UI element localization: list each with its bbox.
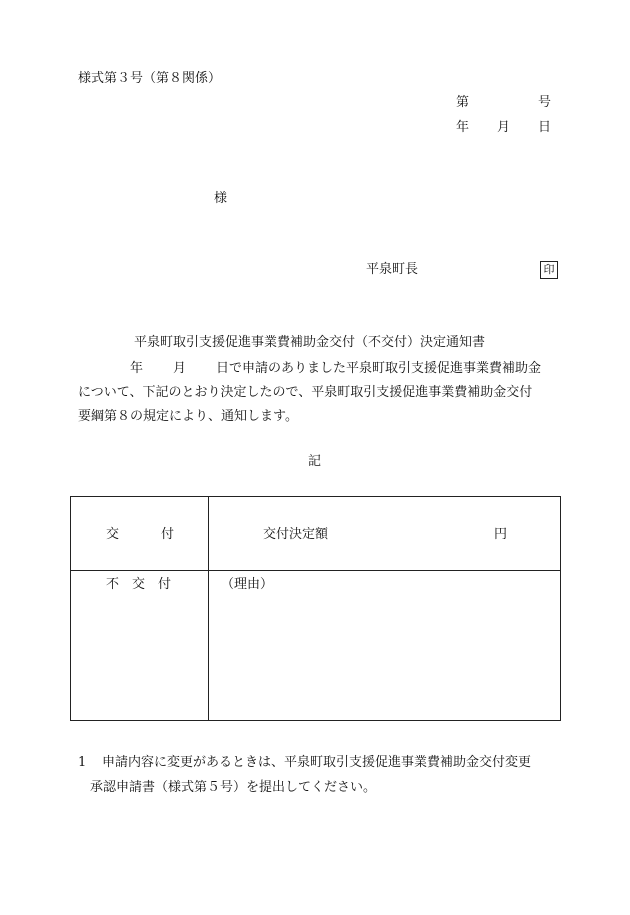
- row-grant-label-b: 付: [161, 527, 175, 542]
- note-item: [78, 750, 568, 800]
- addressee-honorific: 様: [214, 191, 228, 206]
- document-number-prefix: 第: [456, 95, 470, 110]
- body-month: 月: [173, 361, 187, 376]
- row-grant-label: [106, 528, 174, 541]
- body-text-second: について、下記のとおり決定したので、平泉町取引支援促進事業費補助金交付: [78, 385, 533, 400]
- date-day: 日: [538, 120, 552, 135]
- issuer-name: 平泉町長: [366, 262, 419, 277]
- table-divider-horizontal: [71, 570, 560, 571]
- body-year: 年: [130, 361, 144, 376]
- row-nongrant-label-a: 不: [106, 577, 120, 592]
- row-nongrant-label: [106, 578, 171, 591]
- currency-yen: 円: [494, 527, 508, 542]
- body-text-third: 要綱第８の規定により、通知します。: [78, 409, 298, 424]
- date-year: 年: [456, 120, 470, 135]
- ki-heading: 記: [308, 454, 322, 469]
- form-number: 様式第３号（第８関係）: [78, 71, 222, 86]
- seal-mark: 印: [540, 261, 558, 279]
- note-number: 1: [78, 755, 87, 770]
- body-text-first: 日で申請のありました平泉町取引支援促進事業費補助金: [216, 361, 542, 376]
- note-text-first: 申請内容に変更があるときは、平泉町取引支援促進事業費補助金交付変更: [102, 755, 532, 770]
- row-grant-label-a: 交: [106, 527, 120, 542]
- table-divider-vertical: [208, 497, 209, 720]
- body-paragraph: [78, 357, 558, 429]
- grant-amount-label: 交付決定額: [263, 527, 329, 542]
- document-title: 平泉町取引支援促進事業費補助金交付（不交付）決定通知書: [134, 335, 486, 350]
- decision-table: [70, 496, 561, 721]
- row-nongrant-label-b: 交: [132, 577, 146, 592]
- date-month: 月: [497, 120, 511, 135]
- document-number-suffix: 号: [538, 95, 552, 110]
- note-text-second: 承認申請書（様式第５号）を提出してください。: [90, 780, 377, 795]
- reason-label: （理由）: [221, 577, 274, 592]
- row-nongrant-label-c: 付: [158, 577, 172, 592]
